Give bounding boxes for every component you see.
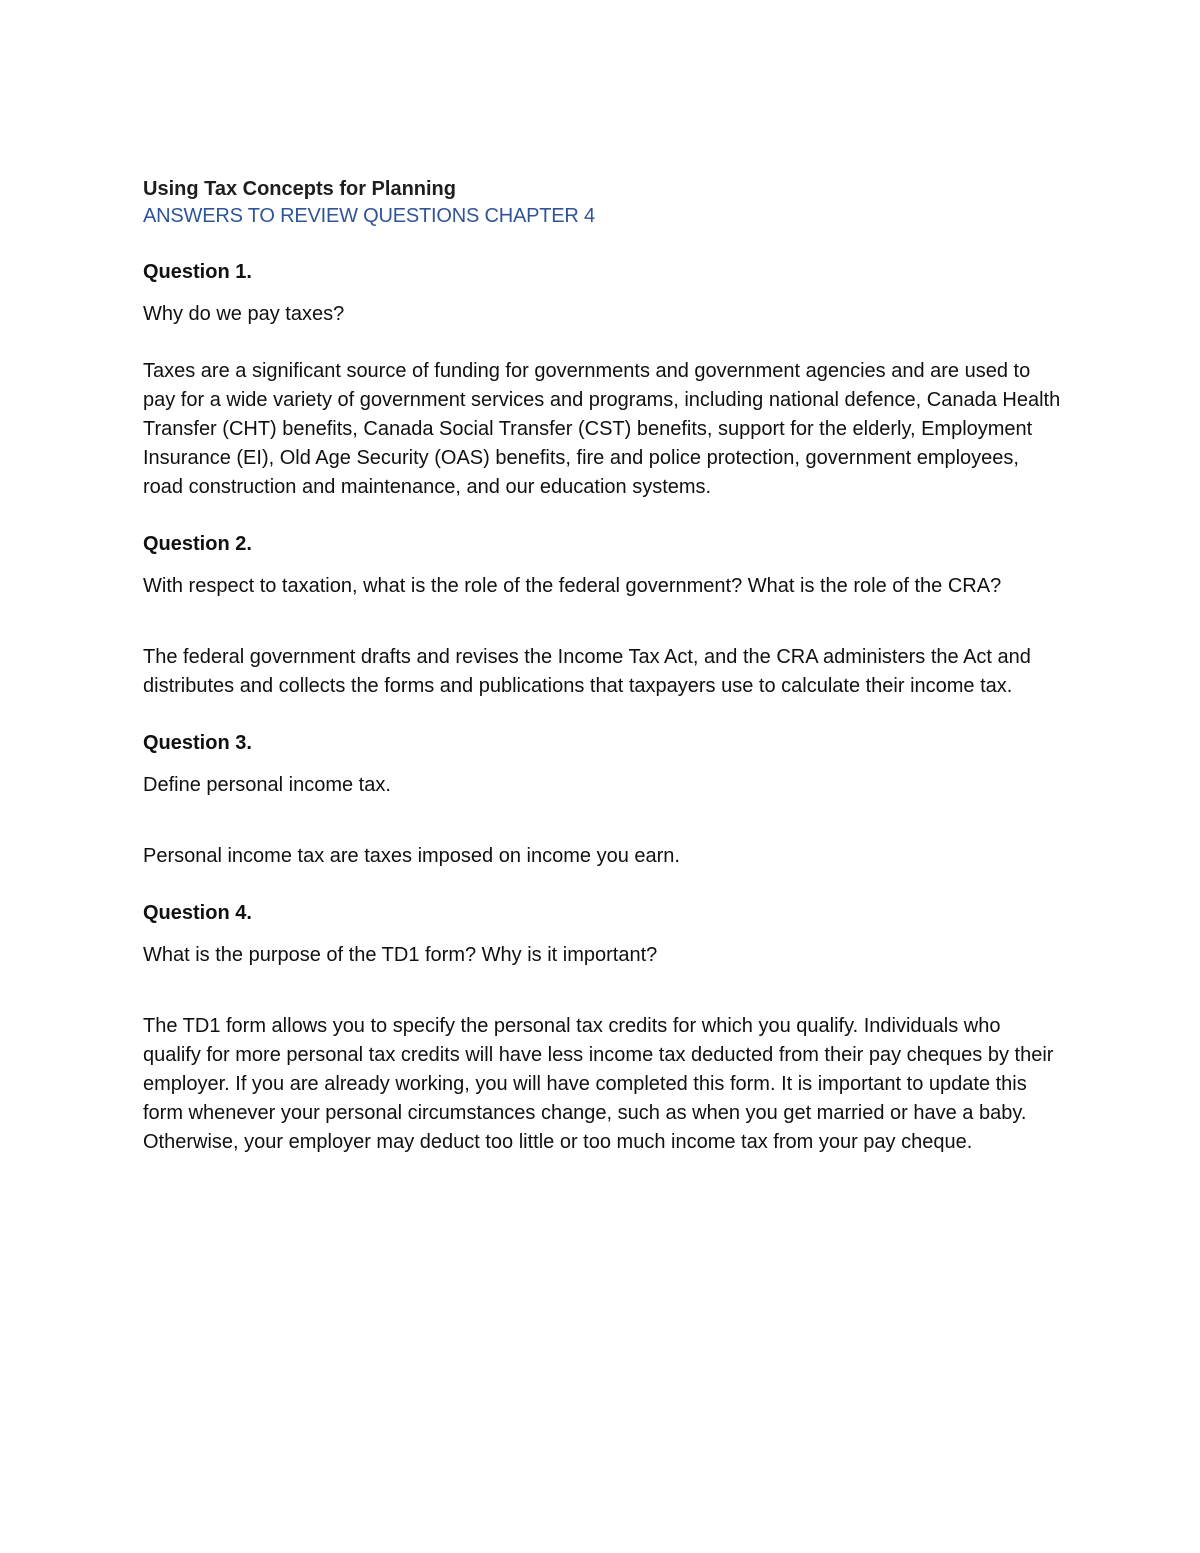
document-title: Using Tax Concepts for Planning [143, 178, 456, 200]
document-page [143, 176, 1063, 1185]
question-block-4 [143, 899, 1063, 1157]
question-block-1 [143, 258, 1063, 502]
question-heading: Question 4. [143, 902, 252, 924]
question-block-2 [143, 530, 1063, 701]
answer-text: The federal government drafts and revises the Income Tax Act, and the CRA administers the Act and distributes and collects the forms and publications that taxpayers use to calculate their income tax. [143, 646, 1031, 697]
question-text: Why do we pay taxes? [143, 303, 345, 325]
question-text: What is the purpose of the TD1 form? Why is it important? [143, 944, 658, 966]
document-subtitle: ANSWERS TO REVIEW QUESTIONS CHAPTER 4 [143, 205, 595, 227]
answer-text: The TD1 form allows you to specify the personal tax credits for which you qualify. Individuals who qualify for more personal tax credits will have less income tax deducted from their pay cheques by their employer. If you are already working, you will have completed this form. It is important to update this form whenever your personal circumstances change, such as when you get married or have a baby. Otherwise, your employer may deduct too little or too much income tax from your pay cheque. [143, 1015, 1054, 1153]
answer-text: Taxes are a significant source of funding for governments and government agencies and are used to pay for a wide variety of government services and programs, including national defence, Canada Health Transfer (CHT) benefits, Canada Social Transfer (CST) benefits, support for the elderly, Employment Insurance (EI), Old Age Security (OAS) benefits, fire and police protection, government employees, road construction and maintenance, and our education systems. [143, 360, 1061, 498]
question-block-3 [143, 729, 1063, 871]
answer-text: Personal income tax are taxes imposed on income you earn. [143, 845, 680, 867]
question-heading: Question 3. [143, 732, 252, 754]
question-heading: Question 2. [143, 533, 252, 555]
question-text: With respect to taxation, what is the role of the federal government? What is the role of the CRA? [143, 575, 1002, 597]
question-heading: Question 1. [143, 261, 252, 283]
question-text: Define personal income tax. [143, 774, 391, 796]
